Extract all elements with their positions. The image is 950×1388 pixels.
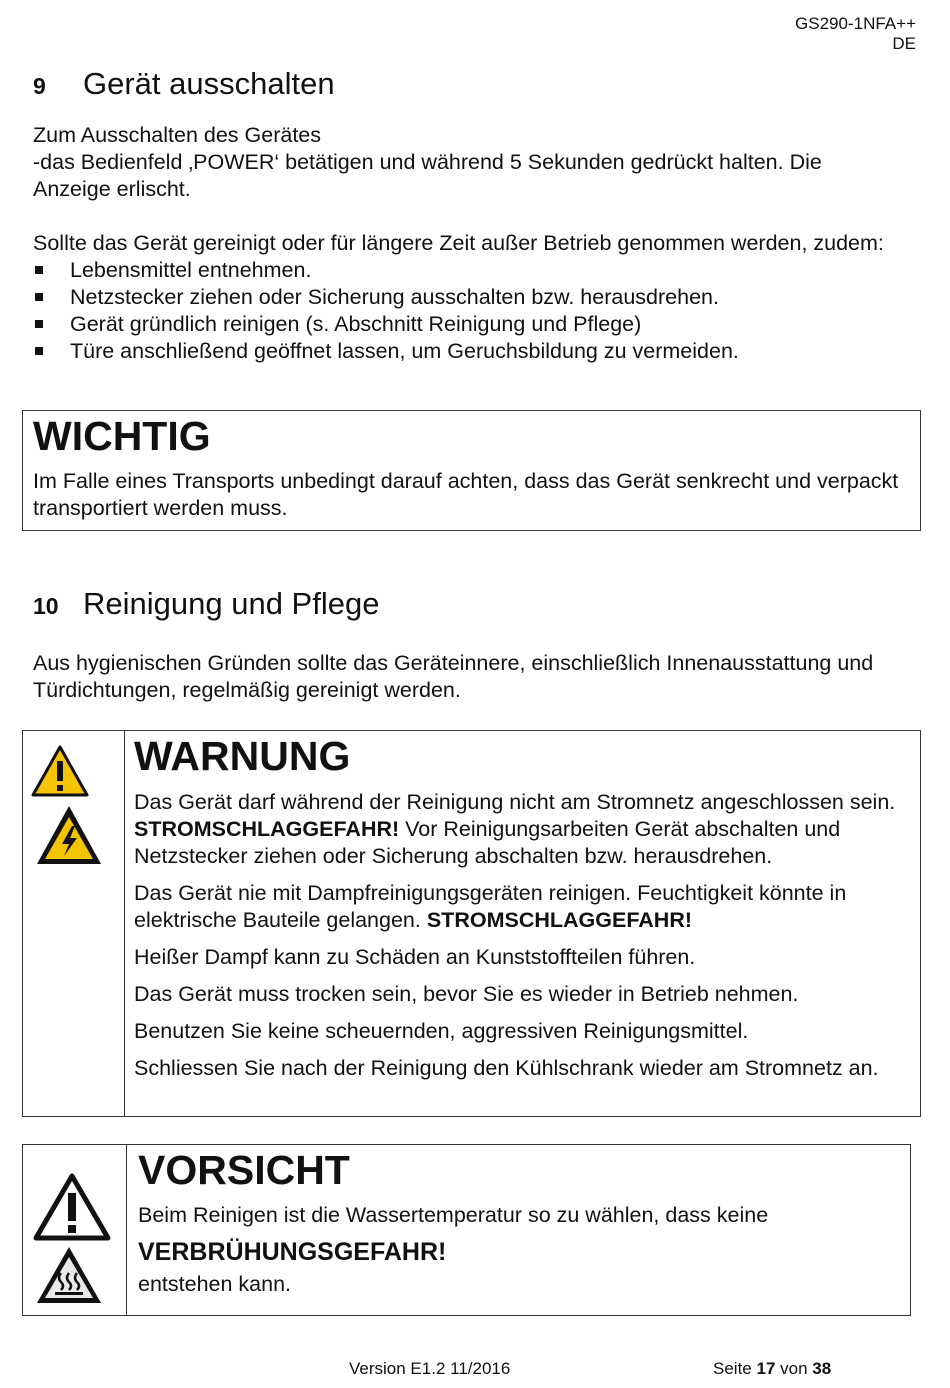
warning-paragraph [134, 880, 909, 934]
list-item: Netzstecker ziehen oder Sicherung ausschalten bzw. herausdrehen. [33, 284, 903, 311]
caution-box [22, 1144, 911, 1316]
warning-box [22, 730, 921, 1117]
important-box [22, 410, 921, 531]
footer-page-number [713, 1359, 831, 1379]
caution-icon-column [23, 1145, 127, 1315]
caution-line: Beim Reinigen ist die Wassertemperatur so zu wählen, dass keine [138, 1203, 769, 1227]
caution-line: entstehen kann. [138, 1272, 292, 1296]
warning-paragraph: Heißer Dampf kann zu Schäden an Kunststoffteilen führen. [134, 945, 696, 969]
list-item: Türe anschließend geöffnet lassen, um Geruchsbildung zu vermeiden. [33, 338, 903, 365]
warning-text-part: Das Gerät nie mit Dampfreinigungsgeräten reinigen. Feuchtigkeit könnte in elektrische Bauteile gelangen. [134, 881, 847, 932]
section-9-heading [33, 66, 335, 102]
list-item: Gerät gründlich reinigen (s. Abschnitt Reinigung und Pflege) [33, 311, 903, 338]
hot-surface-icon [35, 1245, 103, 1305]
current-page: 17 [756, 1359, 776, 1378]
section-title: Gerät ausschalten [83, 66, 335, 101]
document-header [795, 14, 916, 54]
intro-line-2: -das Bedienfeld ‚POWER‘ betätigen und während 5 Sekunden gedrückt halten. Die Anzeige erlischt. [33, 150, 822, 201]
warning-paragraph: Benutzen Sie keine scheuernden, aggressiven Reinigungsmittel. [134, 1019, 749, 1043]
section-9-body [33, 122, 903, 365]
shock-hazard-label: STROMSCHLAGGEFAHR! [134, 817, 400, 841]
important-text: Im Falle eines Transports unbedingt darauf achten, dass das Gerät senkrecht und verpackt transportiert werden muss. [33, 469, 899, 520]
scald-hazard-label: VERBRÜHUNGSGEFAHR! [138, 1238, 447, 1266]
important-title: WICHTIG [33, 413, 211, 459]
section-number: 9 [33, 73, 46, 99]
model-code: GS290-1NFA++ [795, 14, 916, 33]
paragraph-2: Sollte das Gerät gereinigt oder für längere Zeit außer Betrieb genommen werden, zudem: [33, 231, 884, 255]
section-title: Reinigung und Pflege [83, 586, 380, 621]
warning-text [134, 789, 909, 1082]
warning-paragraph: Schliessen Sie nach der Reinigung den Kühlschrank wieder am Stromnetz an. [134, 1056, 879, 1080]
warning-exclamation-icon [33, 1173, 111, 1241]
section-number: 10 [33, 593, 59, 619]
language-code: DE [892, 34, 916, 53]
warning-text-part: Vor Reinigungsarbeiten Gerät abschalten und Netzstecker ziehen oder Sicherung abschalten bzw. herausdrehen. [134, 817, 841, 868]
warning-paragraph: Das Gerät muss trocken sein, bevor Sie es wieder in Betrieb nehmen. [134, 982, 799, 1006]
caution-title: VORSICHT [138, 1147, 350, 1193]
electric-shock-icon [35, 804, 103, 866]
warning-exclamation-icon [31, 745, 89, 797]
page-label: Seite [713, 1359, 752, 1378]
bullet-list [33, 257, 903, 365]
page-separator: von [780, 1359, 808, 1378]
warning-text-part: Das Gerät darf während der Reinigung nicht am Stromnetz angeschlossen sein. [134, 790, 896, 814]
caution-text [138, 1202, 898, 1298]
warning-title: WARNUNG [134, 733, 351, 779]
warning-paragraph [134, 789, 909, 870]
intro-line-1: Zum Ausschalten des Gerätes [33, 123, 322, 147]
section-10-intro: Aus hygienischen Gründen sollte das Geräteinnere, einschließlich Innenausstattung und Türdichtungen, regelmäßig gereinigt werden. [33, 651, 874, 702]
warning-icon-column [23, 731, 125, 1116]
section-10-heading [33, 586, 379, 622]
list-item: Lebensmittel entnehmen. [33, 257, 903, 284]
shock-hazard-label: STROMSCHLAGGEFAHR! [426, 908, 693, 932]
total-pages: 38 [812, 1359, 832, 1378]
footer-version: Version E1.2 11/2016 [349, 1359, 511, 1378]
